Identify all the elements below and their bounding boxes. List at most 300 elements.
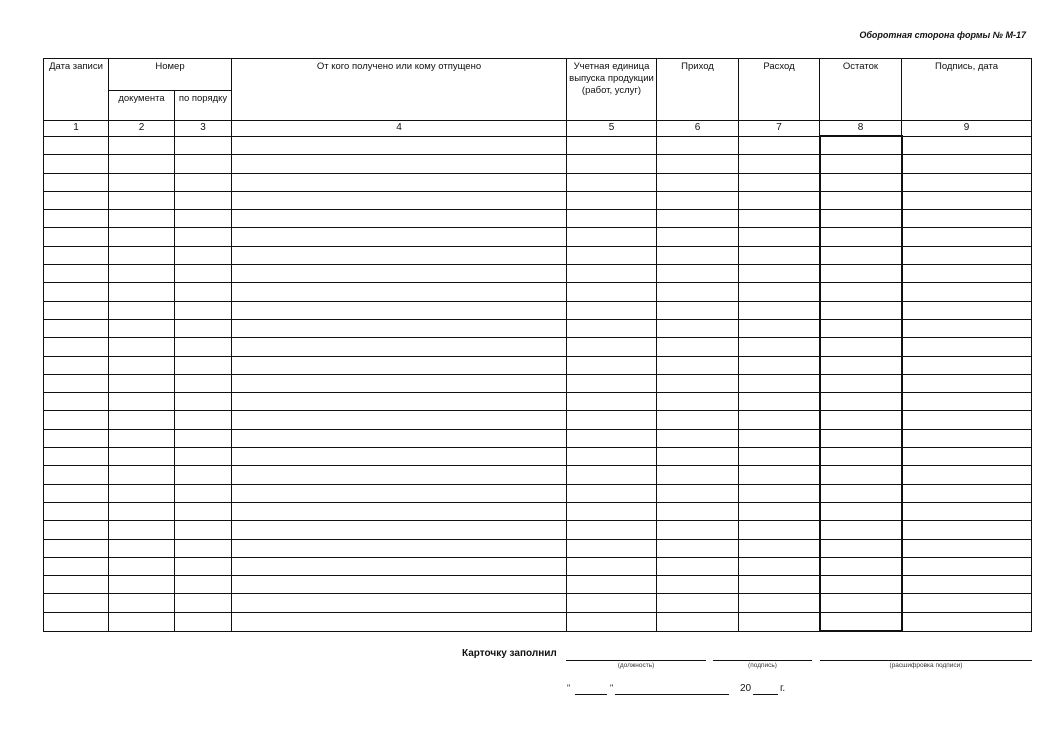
table-cell[interactable]: [739, 356, 820, 374]
table-cell[interactable]: [567, 393, 657, 411]
table-cell[interactable]: [232, 301, 567, 319]
table-cell[interactable]: [44, 521, 109, 539]
table-cell[interactable]: [902, 210, 1032, 228]
table-cell[interactable]: [902, 502, 1032, 520]
header-unit: Учетная единица выпуска продукции (работ, услуг): [567, 59, 657, 121]
table-cell[interactable]: [567, 228, 657, 246]
table-cell[interactable]: [175, 448, 232, 466]
table-cell[interactable]: [175, 283, 232, 301]
table-cell[interactable]: [567, 466, 657, 484]
table-row: [44, 338, 1032, 356]
table-cell[interactable]: [902, 301, 1032, 319]
column-number: 1: [44, 121, 109, 137]
table-row: [44, 265, 1032, 283]
table-cell[interactable]: [739, 155, 820, 173]
table-cell[interactable]: [109, 448, 175, 466]
table-cell[interactable]: [109, 374, 175, 392]
table-cell[interactable]: [175, 319, 232, 337]
table-cell[interactable]: [109, 283, 175, 301]
table-cell[interactable]: [232, 594, 567, 612]
table-cell[interactable]: [567, 429, 657, 447]
table-cell[interactable]: [739, 393, 820, 411]
ledger-body: [44, 136, 1032, 631]
table-cell[interactable]: [567, 338, 657, 356]
table-cell[interactable]: [739, 539, 820, 557]
decoding-line[interactable]: [820, 660, 1032, 661]
table-cell[interactable]: [567, 283, 657, 301]
table-cell[interactable]: [109, 191, 175, 209]
table-row: [44, 576, 1032, 594]
table-cell[interactable]: [567, 411, 657, 429]
table-cell[interactable]: [567, 557, 657, 575]
table-cell[interactable]: [175, 576, 232, 594]
table-cell[interactable]: [902, 557, 1032, 575]
table-cell[interactable]: [44, 393, 109, 411]
table-cell[interactable]: [109, 228, 175, 246]
signature-hint: (подпись): [748, 662, 777, 669]
table-cell[interactable]: [175, 265, 232, 283]
table-cell[interactable]: [902, 356, 1032, 374]
table-cell[interactable]: [657, 136, 739, 155]
header-order: по порядку: [175, 91, 232, 121]
table-cell[interactable]: [109, 338, 175, 356]
table-cell[interactable]: [739, 484, 820, 502]
table-cell[interactable]: [902, 411, 1032, 429]
table-cell[interactable]: [44, 594, 109, 612]
table-row: [44, 246, 1032, 264]
table-cell[interactable]: [175, 191, 232, 209]
table-cell[interactable]: [820, 136, 902, 155]
table-cell[interactable]: [175, 301, 232, 319]
table-cell[interactable]: [902, 484, 1032, 502]
table-row: [44, 319, 1032, 337]
table-cell[interactable]: [109, 539, 175, 557]
table-cell[interactable]: [109, 484, 175, 502]
table-cell[interactable]: [902, 466, 1032, 484]
table-cell[interactable]: [232, 155, 567, 173]
position-hint: (должность): [617, 662, 655, 669]
table-cell[interactable]: [175, 136, 232, 155]
table-row: [44, 173, 1032, 191]
table-cell[interactable]: [567, 301, 657, 319]
table-cell[interactable]: [657, 356, 739, 374]
table-row: [44, 448, 1032, 466]
table-cell[interactable]: [567, 356, 657, 374]
table-cell[interactable]: [820, 246, 902, 264]
month-line[interactable]: [615, 694, 729, 695]
table-cell[interactable]: [232, 411, 567, 429]
table-row: [44, 191, 1032, 209]
table-row: [44, 301, 1032, 319]
table-cell[interactable]: [739, 557, 820, 575]
table-cell[interactable]: [44, 338, 109, 356]
table-cell[interactable]: [109, 173, 175, 191]
table-cell[interactable]: [820, 411, 902, 429]
table-cell[interactable]: [820, 502, 902, 520]
header-from-to: От кого получено или кому отпущено: [232, 59, 567, 121]
table-cell[interactable]: [902, 374, 1032, 392]
table-cell[interactable]: [820, 521, 902, 539]
table-cell[interactable]: [44, 576, 109, 594]
table-cell[interactable]: [175, 429, 232, 447]
table-cell[interactable]: [739, 338, 820, 356]
table-cell[interactable]: [109, 521, 175, 539]
table-cell[interactable]: [820, 557, 902, 575]
table-cell[interactable]: [902, 173, 1032, 191]
table-cell[interactable]: [175, 338, 232, 356]
table-cell[interactable]: [657, 612, 739, 631]
table-cell[interactable]: [657, 374, 739, 392]
table-cell[interactable]: [902, 521, 1032, 539]
table-cell[interactable]: [175, 173, 232, 191]
table-cell[interactable]: [232, 539, 567, 557]
quote-close: ": [610, 683, 614, 693]
table-row: [44, 484, 1032, 502]
position-line[interactable]: [566, 660, 706, 661]
table-cell[interactable]: [567, 191, 657, 209]
table-cell[interactable]: [232, 466, 567, 484]
table-cell[interactable]: [657, 429, 739, 447]
table-cell[interactable]: [175, 393, 232, 411]
table-cell[interactable]: [739, 228, 820, 246]
table-cell[interactable]: [820, 301, 902, 319]
table-cell[interactable]: [657, 228, 739, 246]
table-cell[interactable]: [232, 612, 567, 631]
table-cell[interactable]: [44, 374, 109, 392]
table-cell[interactable]: [657, 411, 739, 429]
table-cell[interactable]: [739, 319, 820, 337]
table-cell[interactable]: [567, 155, 657, 173]
table-cell[interactable]: [232, 374, 567, 392]
table-cell[interactable]: [109, 265, 175, 283]
table-cell[interactable]: [567, 539, 657, 557]
table-cell[interactable]: [820, 594, 902, 612]
table-cell[interactable]: [739, 502, 820, 520]
table-cell[interactable]: [44, 210, 109, 228]
header-signature-date: Подпись, дата: [902, 59, 1032, 121]
table-cell[interactable]: [109, 301, 175, 319]
table-cell[interactable]: [567, 484, 657, 502]
table-cell[interactable]: [44, 502, 109, 520]
table-cell[interactable]: [820, 612, 902, 631]
year-prefix: 20: [740, 683, 752, 694]
table-cell[interactable]: [109, 210, 175, 228]
table-cell[interactable]: [567, 374, 657, 392]
table-cell[interactable]: [175, 594, 232, 612]
table-row: [44, 210, 1032, 228]
table-cell[interactable]: [232, 136, 567, 155]
table-cell[interactable]: [739, 411, 820, 429]
table-cell[interactable]: [44, 173, 109, 191]
table-cell[interactable]: [657, 448, 739, 466]
table-cell[interactable]: [109, 557, 175, 575]
table-cell[interactable]: [902, 576, 1032, 594]
table-cell[interactable]: [175, 228, 232, 246]
table-cell[interactable]: [739, 283, 820, 301]
table-row: [44, 502, 1032, 520]
table-cell[interactable]: [175, 210, 232, 228]
table-cell[interactable]: [902, 265, 1032, 283]
table-row: [44, 228, 1032, 246]
table-cell[interactable]: [657, 594, 739, 612]
column-number: 4: [232, 121, 567, 137]
table-cell[interactable]: [820, 265, 902, 283]
year-line[interactable]: [753, 694, 778, 695]
table-cell[interactable]: [657, 283, 739, 301]
table-cell[interactable]: [109, 429, 175, 447]
table-cell[interactable]: [739, 594, 820, 612]
table-cell[interactable]: [820, 576, 902, 594]
table-cell[interactable]: [109, 246, 175, 264]
table-cell[interactable]: [44, 448, 109, 466]
table-cell[interactable]: [232, 557, 567, 575]
table-cell[interactable]: [175, 374, 232, 392]
table-cell[interactable]: [820, 429, 902, 447]
table-cell[interactable]: [44, 356, 109, 374]
table-cell[interactable]: [820, 283, 902, 301]
table-cell[interactable]: [902, 283, 1032, 301]
table-cell[interactable]: [109, 411, 175, 429]
table-cell[interactable]: [902, 448, 1032, 466]
table-cell[interactable]: [175, 484, 232, 502]
table-row: [44, 429, 1032, 447]
table-cell[interactable]: [820, 210, 902, 228]
table-cell[interactable]: [567, 521, 657, 539]
table-cell[interactable]: [232, 319, 567, 337]
table-cell[interactable]: [232, 576, 567, 594]
table-row: [44, 374, 1032, 392]
table-cell[interactable]: [739, 576, 820, 594]
table-cell[interactable]: [44, 539, 109, 557]
table-cell[interactable]: [109, 594, 175, 612]
table-cell[interactable]: [820, 466, 902, 484]
table-cell[interactable]: [567, 173, 657, 191]
table-cell[interactable]: [739, 429, 820, 447]
table-cell[interactable]: [232, 429, 567, 447]
table-cell[interactable]: [902, 539, 1032, 557]
table-cell[interactable]: [902, 136, 1032, 155]
table-cell[interactable]: [902, 429, 1032, 447]
table-cell[interactable]: [820, 319, 902, 337]
table-cell[interactable]: [739, 136, 820, 155]
table-cell[interactable]: [175, 356, 232, 374]
table-cell[interactable]: [820, 393, 902, 411]
table-cell[interactable]: [820, 539, 902, 557]
table-cell[interactable]: [657, 539, 739, 557]
table-cell[interactable]: [739, 521, 820, 539]
table-cell[interactable]: [902, 228, 1032, 246]
header-date: Дата записи: [44, 59, 109, 121]
column-number: 3: [175, 121, 232, 137]
table-cell[interactable]: [567, 210, 657, 228]
table-cell[interactable]: [902, 319, 1032, 337]
table-row: [44, 557, 1032, 575]
table-row: [44, 411, 1032, 429]
table-cell[interactable]: [820, 338, 902, 356]
table-row: [44, 594, 1032, 612]
table-cell[interactable]: [739, 466, 820, 484]
table-cell[interactable]: [567, 246, 657, 264]
table-cell[interactable]: [567, 265, 657, 283]
table-cell[interactable]: [232, 210, 567, 228]
table-cell[interactable]: [109, 612, 175, 631]
table-cell[interactable]: [109, 576, 175, 594]
table-cell[interactable]: [657, 466, 739, 484]
table-cell[interactable]: [109, 155, 175, 173]
table-cell[interactable]: [820, 484, 902, 502]
table-cell[interactable]: [567, 576, 657, 594]
decoding-hint: (расшифровка подписи): [889, 662, 963, 669]
table-cell[interactable]: [109, 356, 175, 374]
table-cell[interactable]: [44, 155, 109, 173]
table-cell[interactable]: [820, 155, 902, 173]
signature-line[interactable]: [713, 660, 812, 661]
table-cell[interactable]: [44, 228, 109, 246]
table-cell[interactable]: [739, 173, 820, 191]
table-cell[interactable]: [109, 136, 175, 155]
table-cell[interactable]: [232, 265, 567, 283]
table-cell[interactable]: [44, 429, 109, 447]
table-cell[interactable]: [657, 246, 739, 264]
quote-open: ": [567, 683, 571, 693]
table-cell[interactable]: [657, 319, 739, 337]
table-cell[interactable]: [820, 448, 902, 466]
table-cell[interactable]: [232, 173, 567, 191]
table-cell[interactable]: [175, 411, 232, 429]
table-cell[interactable]: [657, 265, 739, 283]
table-cell[interactable]: [44, 484, 109, 502]
table-cell[interactable]: [820, 228, 902, 246]
table-cell[interactable]: [109, 502, 175, 520]
table-cell[interactable]: [232, 521, 567, 539]
table-cell[interactable]: [739, 374, 820, 392]
table-cell[interactable]: [232, 502, 567, 520]
table-row: [44, 393, 1032, 411]
column-number: 8: [820, 121, 902, 137]
table-cell[interactable]: [902, 612, 1032, 631]
table-cell[interactable]: [657, 484, 739, 502]
table-cell[interactable]: [902, 155, 1032, 173]
table-cell[interactable]: [44, 612, 109, 631]
table-cell[interactable]: [657, 338, 739, 356]
table-cell[interactable]: [232, 338, 567, 356]
table-cell[interactable]: [175, 502, 232, 520]
table-cell[interactable]: [175, 557, 232, 575]
table-cell[interactable]: [232, 246, 567, 264]
column-number: 7: [739, 121, 820, 137]
table-cell[interactable]: [175, 466, 232, 484]
table-cell[interactable]: [657, 155, 739, 173]
table-cell[interactable]: [44, 301, 109, 319]
header-number: Номер: [109, 59, 232, 91]
table-cell[interactable]: [820, 374, 902, 392]
table-cell[interactable]: [902, 246, 1032, 264]
table-cell[interactable]: [567, 594, 657, 612]
table-cell[interactable]: [657, 393, 739, 411]
form-caption: Оборотная сторона формы № М-17: [859, 30, 1026, 40]
table-row: [44, 136, 1032, 155]
table-cell[interactable]: [567, 319, 657, 337]
table-cell[interactable]: [739, 612, 820, 631]
table-cell[interactable]: [44, 283, 109, 301]
table-cell[interactable]: [567, 612, 657, 631]
table-cell[interactable]: [657, 191, 739, 209]
filled-by-label: Карточку заполнил: [462, 648, 557, 659]
table-row: [44, 356, 1032, 374]
table-cell[interactable]: [44, 319, 109, 337]
table-cell[interactable]: [739, 448, 820, 466]
table-cell[interactable]: [175, 521, 232, 539]
table-cell[interactable]: [820, 191, 902, 209]
table-cell[interactable]: [902, 393, 1032, 411]
table-cell[interactable]: [567, 136, 657, 155]
table-cell[interactable]: [232, 356, 567, 374]
table-cell[interactable]: [44, 191, 109, 209]
table-cell[interactable]: [657, 576, 739, 594]
table-row: [44, 466, 1032, 484]
header-document: документа: [109, 91, 175, 121]
table-row: [44, 521, 1032, 539]
table-cell[interactable]: [232, 484, 567, 502]
table-cell[interactable]: [820, 173, 902, 191]
table-cell[interactable]: [44, 466, 109, 484]
ledger-table: [43, 58, 1032, 632]
table-cell[interactable]: [567, 448, 657, 466]
column-number: 6: [657, 121, 739, 137]
table-row: [44, 155, 1032, 173]
table-cell[interactable]: [739, 210, 820, 228]
table-cell[interactable]: [232, 448, 567, 466]
table-cell[interactable]: [739, 191, 820, 209]
table-cell[interactable]: [902, 338, 1032, 356]
table-cell[interactable]: [232, 191, 567, 209]
column-number: 2: [109, 121, 175, 137]
table-cell[interactable]: [175, 246, 232, 264]
table-cell[interactable]: [44, 557, 109, 575]
table-cell[interactable]: [739, 301, 820, 319]
table-cell[interactable]: [175, 155, 232, 173]
column-number: 5: [567, 121, 657, 137]
header-balance: Остаток: [820, 59, 902, 121]
table-cell[interactable]: [739, 246, 820, 264]
table-cell[interactable]: [657, 502, 739, 520]
table-cell[interactable]: [902, 594, 1032, 612]
table-cell[interactable]: [109, 466, 175, 484]
table-cell[interactable]: [567, 502, 657, 520]
table-cell[interactable]: [175, 539, 232, 557]
table-cell[interactable]: [44, 411, 109, 429]
table-cell[interactable]: [44, 246, 109, 264]
table-cell[interactable]: [232, 283, 567, 301]
table-cell[interactable]: [175, 612, 232, 631]
table-cell[interactable]: [44, 136, 109, 155]
table-cell[interactable]: [232, 228, 567, 246]
table-cell[interactable]: [657, 210, 739, 228]
table-cell[interactable]: [232, 393, 567, 411]
table-cell[interactable]: [657, 301, 739, 319]
day-line[interactable]: [575, 694, 607, 695]
table-cell[interactable]: [657, 521, 739, 539]
table-cell[interactable]: [902, 191, 1032, 209]
table-cell[interactable]: [109, 393, 175, 411]
table-cell[interactable]: [657, 557, 739, 575]
table-cell[interactable]: [739, 265, 820, 283]
header-expense: Расход: [739, 59, 820, 121]
table-cell[interactable]: [44, 265, 109, 283]
table-cell[interactable]: [820, 356, 902, 374]
table-cell[interactable]: [657, 173, 739, 191]
table-cell[interactable]: [109, 319, 175, 337]
